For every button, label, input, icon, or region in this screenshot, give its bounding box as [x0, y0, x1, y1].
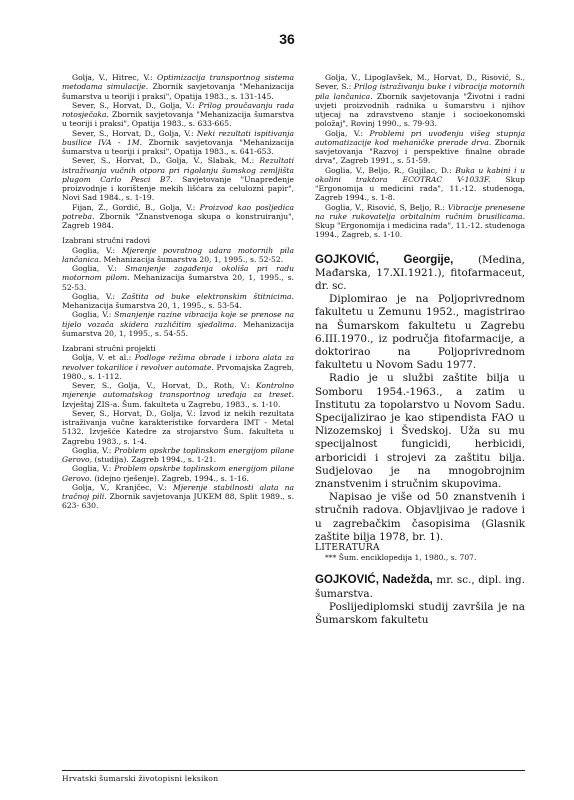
reference-title: Optimizacija transportnog sistema metodama simulacije.: [62, 73, 295, 92]
reference-entry: [62, 353, 294, 381]
projekti-list: [62, 353, 294, 510]
reference-source: Zbornik "Znanstvenoga skupa o konstruiranju", Zagreb 1984.: [62, 211, 294, 230]
reference-source: Zbornik savjetovanja "Mehanizacija šumarstva u teoriji i praksi", Opatija 1983., s. 641-653.: [62, 137, 294, 156]
reference-authors: Golja, V., Lipoglavšek, M., Horvat, D., Risović, S., Sever, S.:: [315, 73, 525, 92]
reference-entry: [62, 446, 294, 465]
reference-entry: [62, 246, 294, 265]
page-number: 36: [279, 31, 295, 47]
literature-entry: *** Šum. enciklopedija 1, 1980., s. 707.: [325, 553, 477, 563]
reference-title: Smanjenje razine vibracija koje se prenose na tijelo vozača skidera različitim sjedalima.: [62, 310, 294, 329]
radovi-list: [62, 246, 294, 339]
reference-entry: [62, 101, 294, 129]
reference-title: Problemi pri uvođenju višeg stupnja automatizacije kod mehaničke prerade drva.: [315, 128, 525, 147]
right-reference-list: [315, 73, 525, 240]
reference-source: Izvod iz nekih rezultata istraživanja vučne karakteristike forvardera IMT - Metal 5132. Izvješće Katedre za strojarstvo Šum. fakulteta u Zagrebu 1983., s. 1-4.: [62, 408, 294, 446]
reference-source: Savjetovanje "Unapređenje proizvodnje i korištenje mekih lišćara za celulozni papir", Novi Sad 1984., s. 1-19.: [62, 174, 294, 203]
entry-lead: mr. sc., dipl. ing. šumarstva.: [315, 574, 526, 600]
reference-authors: Sever, S., Golja, V., Horvat, D., Roth, V.:: [72, 381, 256, 390]
reference-authors: Sever, S., Horvat, D., Golja, V.:: [72, 100, 199, 110]
bio-paragraph: Poslijediplomski studij završila je na Šumarskom fakultetu: [315, 600, 525, 627]
radovi-heading: Izabrani stručni radovi: [62, 236, 151, 246]
reference-authors: Sever, S., Horvat, D., Golja, V.:: [72, 128, 197, 138]
reference-title: Vibracije prenesene na ruke rukovatelja orbitalnim ručnim brusilicama.: [315, 202, 525, 221]
reference-title: Podloge režima obrade i izbora alata za revolver tokarilice i revolver automate.: [62, 353, 294, 372]
reference-source: Zbornik savjetovanja "Mehanizacija šumarstva u teoriji i praksi", Opatija 1983., s. 633-665.: [62, 110, 294, 129]
reference-source: Zbornik savjetovanja "Mehanizacija šumarstva u teoriji i praksi", Opatija 1983., s. 131-145.: [62, 82, 294, 101]
reference-source: Mehanizacija šumarstva 20, 1, 1995., s. 54-55.: [62, 319, 294, 338]
intro-reference-list: [62, 73, 294, 230]
reference-source: Skup "Ergonomija i medicina rada", 11.-12. studenoga 1994., Zagreb, s. 1-10.: [315, 221, 525, 240]
reference-authors: Fijan, Z., Gordić, B., Golja, V.:: [72, 202, 200, 212]
reference-source: (studija). Zagreb 1994., s. 1-21.: [92, 455, 217, 464]
reference-title: Neki rezultati ispitivanja busilice IVA - 1M.: [62, 128, 294, 147]
left-column: [62, 73, 294, 511]
reference-entry: [62, 381, 294, 409]
reference-entry: [62, 129, 294, 157]
reference-authors: Goglia, V.:: [72, 464, 115, 474]
reference-title: Problem opskrbe toplinskom energijom pilane Gerovo.: [62, 464, 294, 483]
reference-entry: [62, 264, 294, 292]
entry-name: GOJKOVIĆ, Georgije,: [315, 253, 454, 266]
bio-paragraph: Napisao je više od 50 znanstvenih i stručnih radova. Objavljivao je radove i u zagrebačkim časopisima (Glasnik zaštite bilja 1978, br. 1).: [315, 491, 525, 543]
literature-heading: LITERATURA: [315, 542, 380, 553]
entry-header-gojkovic-nadezda: [315, 574, 525, 600]
entry-lead: (Medina, Mađarska, 17.XI.1921.), fitofarmaceut, dr. sc.: [315, 253, 525, 292]
reference-source: Mehanizacija šumarstva 20, 1, 1995., s. 52-53.: [62, 273, 294, 292]
reference-entry: [62, 483, 294, 511]
reference-authors: Goglia, V.:: [72, 310, 115, 320]
reference-entry: [315, 166, 525, 203]
reference-title: Mjerenje stabilnosti alata na tračnoj pili.: [62, 482, 294, 501]
entry-name: GOJKOVIĆ, Nadežda,: [315, 574, 433, 587]
reference-source: Zbornik savjetovanja JUKEM 88, Split 1989., s. 623- 630.: [62, 492, 294, 511]
reference-authors: Golja, V.:: [325, 128, 370, 138]
reference-entry: [315, 73, 525, 129]
reference-title: Smanjenje zagađenja okoliša pri radu motornom pilom.: [62, 264, 294, 283]
reference-authors: Golja, V., Hitrec, V.:: [72, 73, 157, 82]
reference-authors: Goglia, V.:: [72, 445, 115, 455]
reference-entry: [62, 73, 294, 101]
reference-title: Prilog istraživanju buke i vibracija motornih pila lančanica.: [315, 82, 525, 101]
reference-authors: Goglia, V.:: [72, 291, 122, 301]
reference-title: Problem opskrbe toplinskom energijom pilane Gerovo,: [62, 445, 294, 464]
bio-paragraph: Radio je u službi zaštite bilja u Somboru 1954.-1963., a zatim u Institutu za topolarstvo u Novom Sadu. Specijalizirao je kao stipendista FAO u Nizozemskoj i Švedskoj. Uža su mu specijalnost fungicidi, herbicidi, arboricidi i strojevi za zaštitu bilja. Sudjelovao je na mnogobrojnim znanstvenim i stručnim skupovima.: [315, 372, 525, 490]
reference-entry: [315, 129, 525, 166]
reference-title: Kontrolno mjerenje automatskog transportnog uređaja za treset.: [62, 381, 294, 400]
reference-title: Buka u kabini i u okolini traktora ECOTRAC V-1033F.: [315, 165, 525, 184]
reference-title: Mjerenje povratnog udara motornih pila lančanica.: [62, 245, 294, 264]
reference-entry: [62, 156, 294, 202]
reference-title: Prilog proučavanju rada rotosječaka.: [62, 100, 294, 119]
reference-source: Zbornik savjetovanja "Životni i radni uvjeti proizvodnih radnika u šumarstvu i njihov utjecaj na zdravstveno stanje i socioekonomski položaj", Rovinj 1990., s. 79-93.: [315, 91, 525, 129]
reference-authors: Sever, S., Horvat, D., Golja, V., Slabak, M.:: [72, 156, 260, 166]
reference-source: Mehanizacija šumarstva 20, 1, 1995., s. 52-52.: [101, 254, 284, 264]
reference-authors: Goglia, V., Beljo, R., Gujilac, D.:: [325, 165, 456, 175]
reference-authors: Golja, V. et al.:: [72, 353, 135, 363]
reference-source: (idejno rješenje). Zagreb, 1994., s. 1-16.: [91, 473, 249, 483]
reference-source: Izvještaj ZIS-a. Šum. fakulteta u Zagrebu, 1983., s. 1-10.: [62, 399, 281, 409]
reference-entry: [62, 203, 294, 231]
reference-title: Rezultati istraživanja vučnih otpora pri rigolanju šumskog zemljišta plugom Carlo Pesci B7.: [62, 156, 294, 184]
reference-authors: Goglia, V.:: [72, 245, 122, 255]
right-column: [315, 73, 525, 627]
reference-entry: [62, 292, 294, 311]
reference-source: Skup "Ergonomija u medicini rada", 11.-12. studenoga, Zagreb 1994., s. 1-8.: [315, 174, 525, 203]
reference-entry: [62, 310, 294, 338]
reference-entry: [62, 464, 294, 483]
entry-header-gojkovic-georgije: [315, 254, 525, 294]
reference-title: Zaštita od buke elektronskim štitnicima.: [121, 291, 294, 301]
reference-source: Prvomajska Zagreb, 1980., s. 1-112.: [62, 362, 294, 381]
reference-authors: Goglia, V.:: [72, 264, 126, 273]
bio-paragraph: Diplomirao je na Poljoprivrednom fakultetu u Zemunu 1952., magistrirao na Šumarskom fakultetu u Zagrebu 6.III.1970., iz područja fitofarmacije, a doktorirao na Poljoprivrednom fakultetu u Novom Sadu 1977.: [315, 293, 525, 372]
reference-authors: Sever, S., Horvat, D., Golja, V.:: [72, 408, 200, 418]
reference-source: Zbornik savjetovanja "Razvoj i perspektive finalne obrade drva", Zagreb 1991., s. 51-59.: [315, 137, 525, 166]
reference-title: Proizvod kao posljedica potreba.: [62, 202, 294, 221]
reference-authors: Goglia, V., Risović, S, Beljo, R.:: [325, 202, 448, 212]
reference-entry: [62, 409, 294, 446]
page-footer: Hrvatski šumarski životopisni leksikon: [62, 770, 525, 783]
projekti-heading: Izabrani stručni projekti: [62, 344, 156, 353]
reference-entry: [315, 203, 525, 240]
reference-authors: Golja, V., Kranjčec, V.:: [72, 482, 173, 492]
reference-source: Mehanizacija šumarstva 20, 1, 1995., s. 53-54.: [62, 301, 242, 310]
